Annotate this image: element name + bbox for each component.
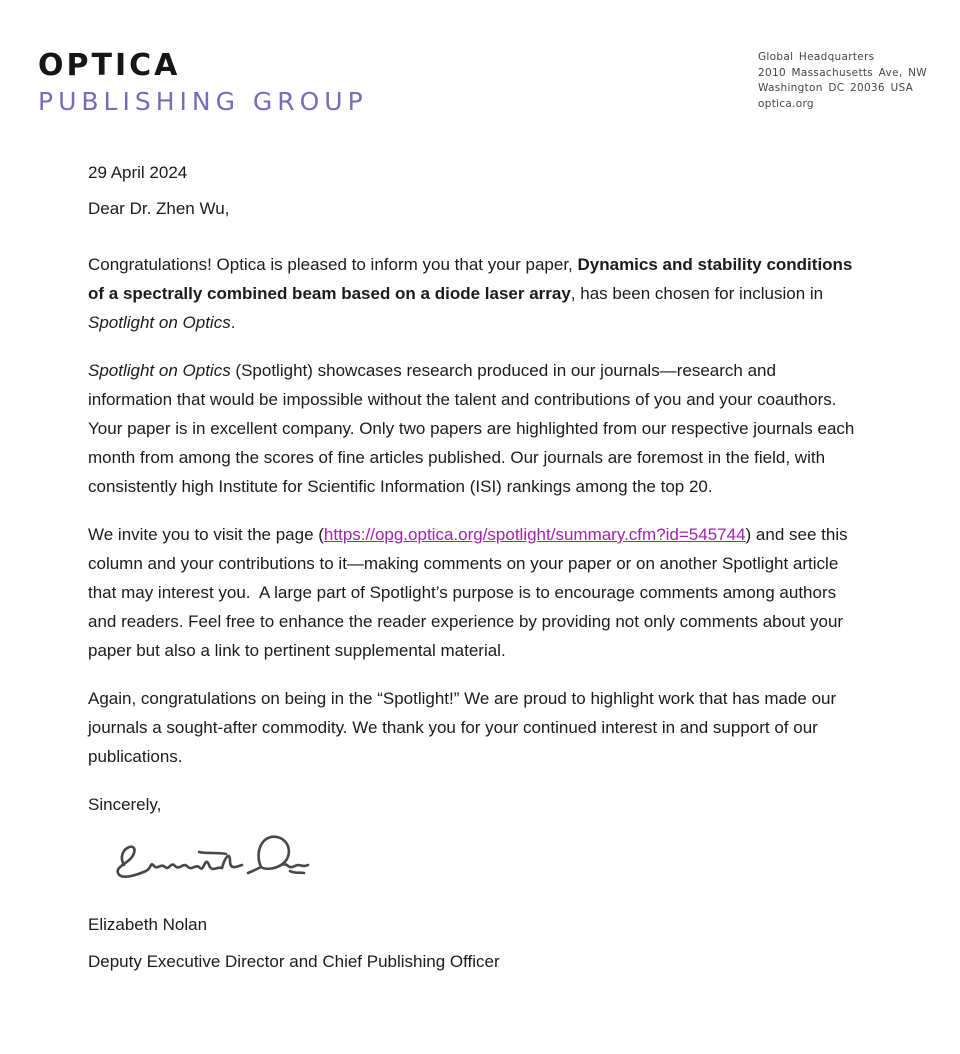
signatory-title: Deputy Executive Director and Chief Publishing Officer	[88, 952, 500, 971]
closing-sincerely: Sincerely,	[88, 795, 162, 814]
logo-wordmark-optica: OPTICA	[38, 48, 181, 83]
p1-text-mid: , has been chosen for inclusion in	[570, 284, 824, 303]
address-line-street: 2010 Massachusetts Ave, NW	[758, 66, 927, 79]
paragraph-invitation	[88, 520, 860, 665]
paragraph-spotlight-description	[88, 356, 860, 501]
paragraph-congratulations	[88, 250, 860, 337]
p1-text-pre: Congratulations! Optica is pleased to inform you that your paper,	[88, 255, 578, 274]
paragraph-closing-congratulations: Again, congratulations on being in the “Spotlight!” We are proud to highlight work that has made our journals a sought-after commodity. We thank you for your continued interest in and support of our publications.	[88, 689, 837, 766]
salutation: Dear Dr. Zhen Wu,	[88, 199, 230, 218]
signatory-name: Elizabeth Nolan	[88, 915, 208, 934]
handwritten-signature-image	[94, 825, 324, 897]
optica-logo	[38, 50, 368, 116]
p3-text-post: ) and see this column and your contributions to it—making comments on your paper or on another Spotlight article that may interest you. A large part of Spotlight’s purpose is to encourage comments among authors and readers. Feel free to enhance the reader experience by providing not only comments about your paper but also a link to pertinent supplemental material.	[88, 525, 848, 660]
address-line-hq: Global Headquarters	[758, 51, 875, 63]
p1-spotlight-on-optics: Spotlight on Optics	[88, 313, 231, 332]
p2-spotlight-on-optics: Spotlight on Optics	[88, 361, 231, 380]
address-block	[758, 50, 927, 112]
letter-date: 29 April 2024	[88, 163, 188, 182]
logo-wordmark-publishing-group: PUBLISHING GROUP	[38, 86, 368, 116]
p2-text: (Spotlight) showcases research produced in our journals—research and information that would be impossible without the talent and contributions of you and your coauthors. Your paper is in excellent company. Only two papers are highlighted from our respective journals each month from among the scores of fine articles published. Our journals are foremost in the field, with consistently high Institute for Scientific Information (ISI) rankings among the top 20.	[88, 361, 855, 496]
p3-text-pre: We invite you to visit the page (	[88, 525, 324, 544]
spotlight-summary-link[interactable]: https://opg.optica.org/spotlight/summary.cfm?id=545744	[323, 525, 746, 544]
p1-paper-title: Dynamics and stability conditions of a spectrally combined beam based on a diode laser array	[88, 255, 853, 303]
p1-text-post: .	[230, 313, 236, 332]
address-line-website: optica.org	[758, 97, 814, 110]
address-line-city: Washington DC 20036 USA	[758, 82, 914, 94]
letter-body	[88, 158, 860, 976]
